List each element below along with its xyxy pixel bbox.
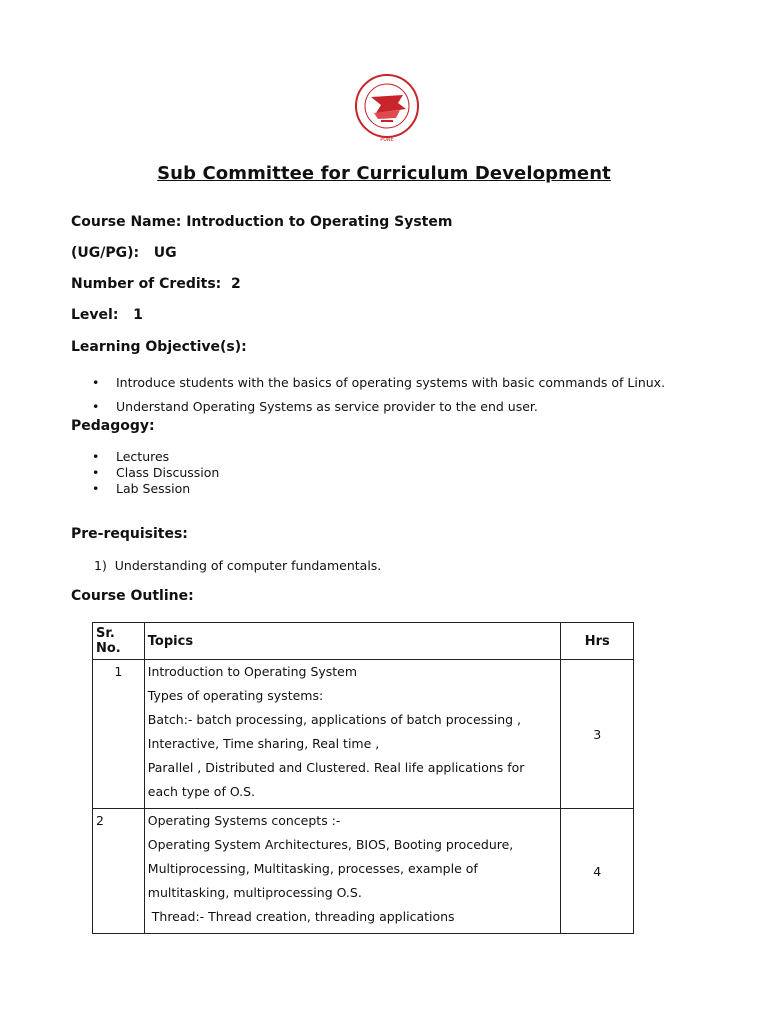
credits-value: 2	[231, 276, 241, 292]
topic-line: Operating Systems concepts :-	[147, 813, 341, 828]
list-item: • Introduce students with the basics of operating systems with basic commands of Linux.	[92, 371, 665, 395]
topic-line: Multiprocessing, Multitasking, processes, example of	[147, 861, 478, 876]
level-value: 1	[133, 307, 143, 323]
course-name-field	[71, 214, 452, 230]
objectives-heading: Learning Objective(s):	[71, 339, 247, 355]
sr-header-line2: No.	[96, 641, 121, 656]
list-item: • Class Discussion	[92, 465, 219, 481]
topic-line: Introduction to Operating System	[147, 664, 358, 679]
table-header-row	[93, 623, 634, 660]
level-label: Level:	[71, 307, 119, 323]
prerequisite-item: 1) Understanding of computer fundamentals.	[94, 558, 382, 573]
topics-header: Topics	[144, 623, 561, 660]
page-title: Sub Committee for Curriculum Development	[157, 163, 611, 184]
credits-label: Number of Credits:	[71, 276, 222, 292]
list-item: • Lectures	[92, 449, 219, 465]
ugpg-value: UG	[153, 245, 177, 261]
objectives-list	[92, 371, 665, 419]
topic-line: Interactive, Time sharing, Real time ,	[147, 736, 380, 751]
credits-field	[71, 276, 241, 292]
hrs-cell: 4	[561, 809, 634, 934]
sr-no-cell: 1	[93, 660, 145, 809]
course-name-value: Introduction to Operating System	[186, 214, 453, 230]
topic-line: multitasking, multiprocessing O.S.	[147, 885, 362, 900]
table-row	[93, 660, 634, 809]
ugpg-field	[71, 245, 177, 261]
university-logo	[354, 73, 420, 145]
topic-line: Batch:- batch processing, applications of batch processing ,	[147, 712, 522, 727]
pedagogy-heading: Pedagogy:	[71, 418, 155, 434]
pedagogy-list	[92, 449, 219, 497]
course-outline-table	[92, 622, 634, 934]
topic-line: Types of operating systems:	[147, 688, 324, 703]
topics-cell	[144, 809, 561, 934]
table-row	[93, 809, 634, 934]
ugpg-label: (UG/PG):	[71, 245, 140, 261]
logo-bottom-text: PUNE	[380, 137, 394, 143]
level-field	[71, 307, 143, 323]
prerequisites-heading: Pre-requisites:	[71, 526, 188, 542]
topic-line: Parallel , Distributed and Clustered. Real life applications for	[147, 760, 525, 775]
hrs-cell: 3	[561, 660, 634, 809]
topics-cell	[144, 660, 561, 809]
sr-no-header	[93, 623, 145, 660]
sr-header-line1: Sr.	[96, 626, 115, 641]
topic-line: Operating System Architectures, BIOS, Booting procedure,	[147, 837, 514, 852]
course-name-label: Course Name:	[71, 214, 182, 230]
topic-line: Thread:- Thread creation, threading applications	[147, 909, 455, 924]
list-item: • Lab Session	[92, 481, 219, 497]
topic-line: each type of O.S.	[147, 784, 256, 799]
hrs-header: Hrs	[561, 623, 634, 660]
course-outline-heading: Course Outline:	[71, 588, 194, 604]
sr-no-cell: 2	[93, 809, 145, 934]
list-item: • Understand Operating Systems as service provider to the end user.	[92, 395, 665, 419]
